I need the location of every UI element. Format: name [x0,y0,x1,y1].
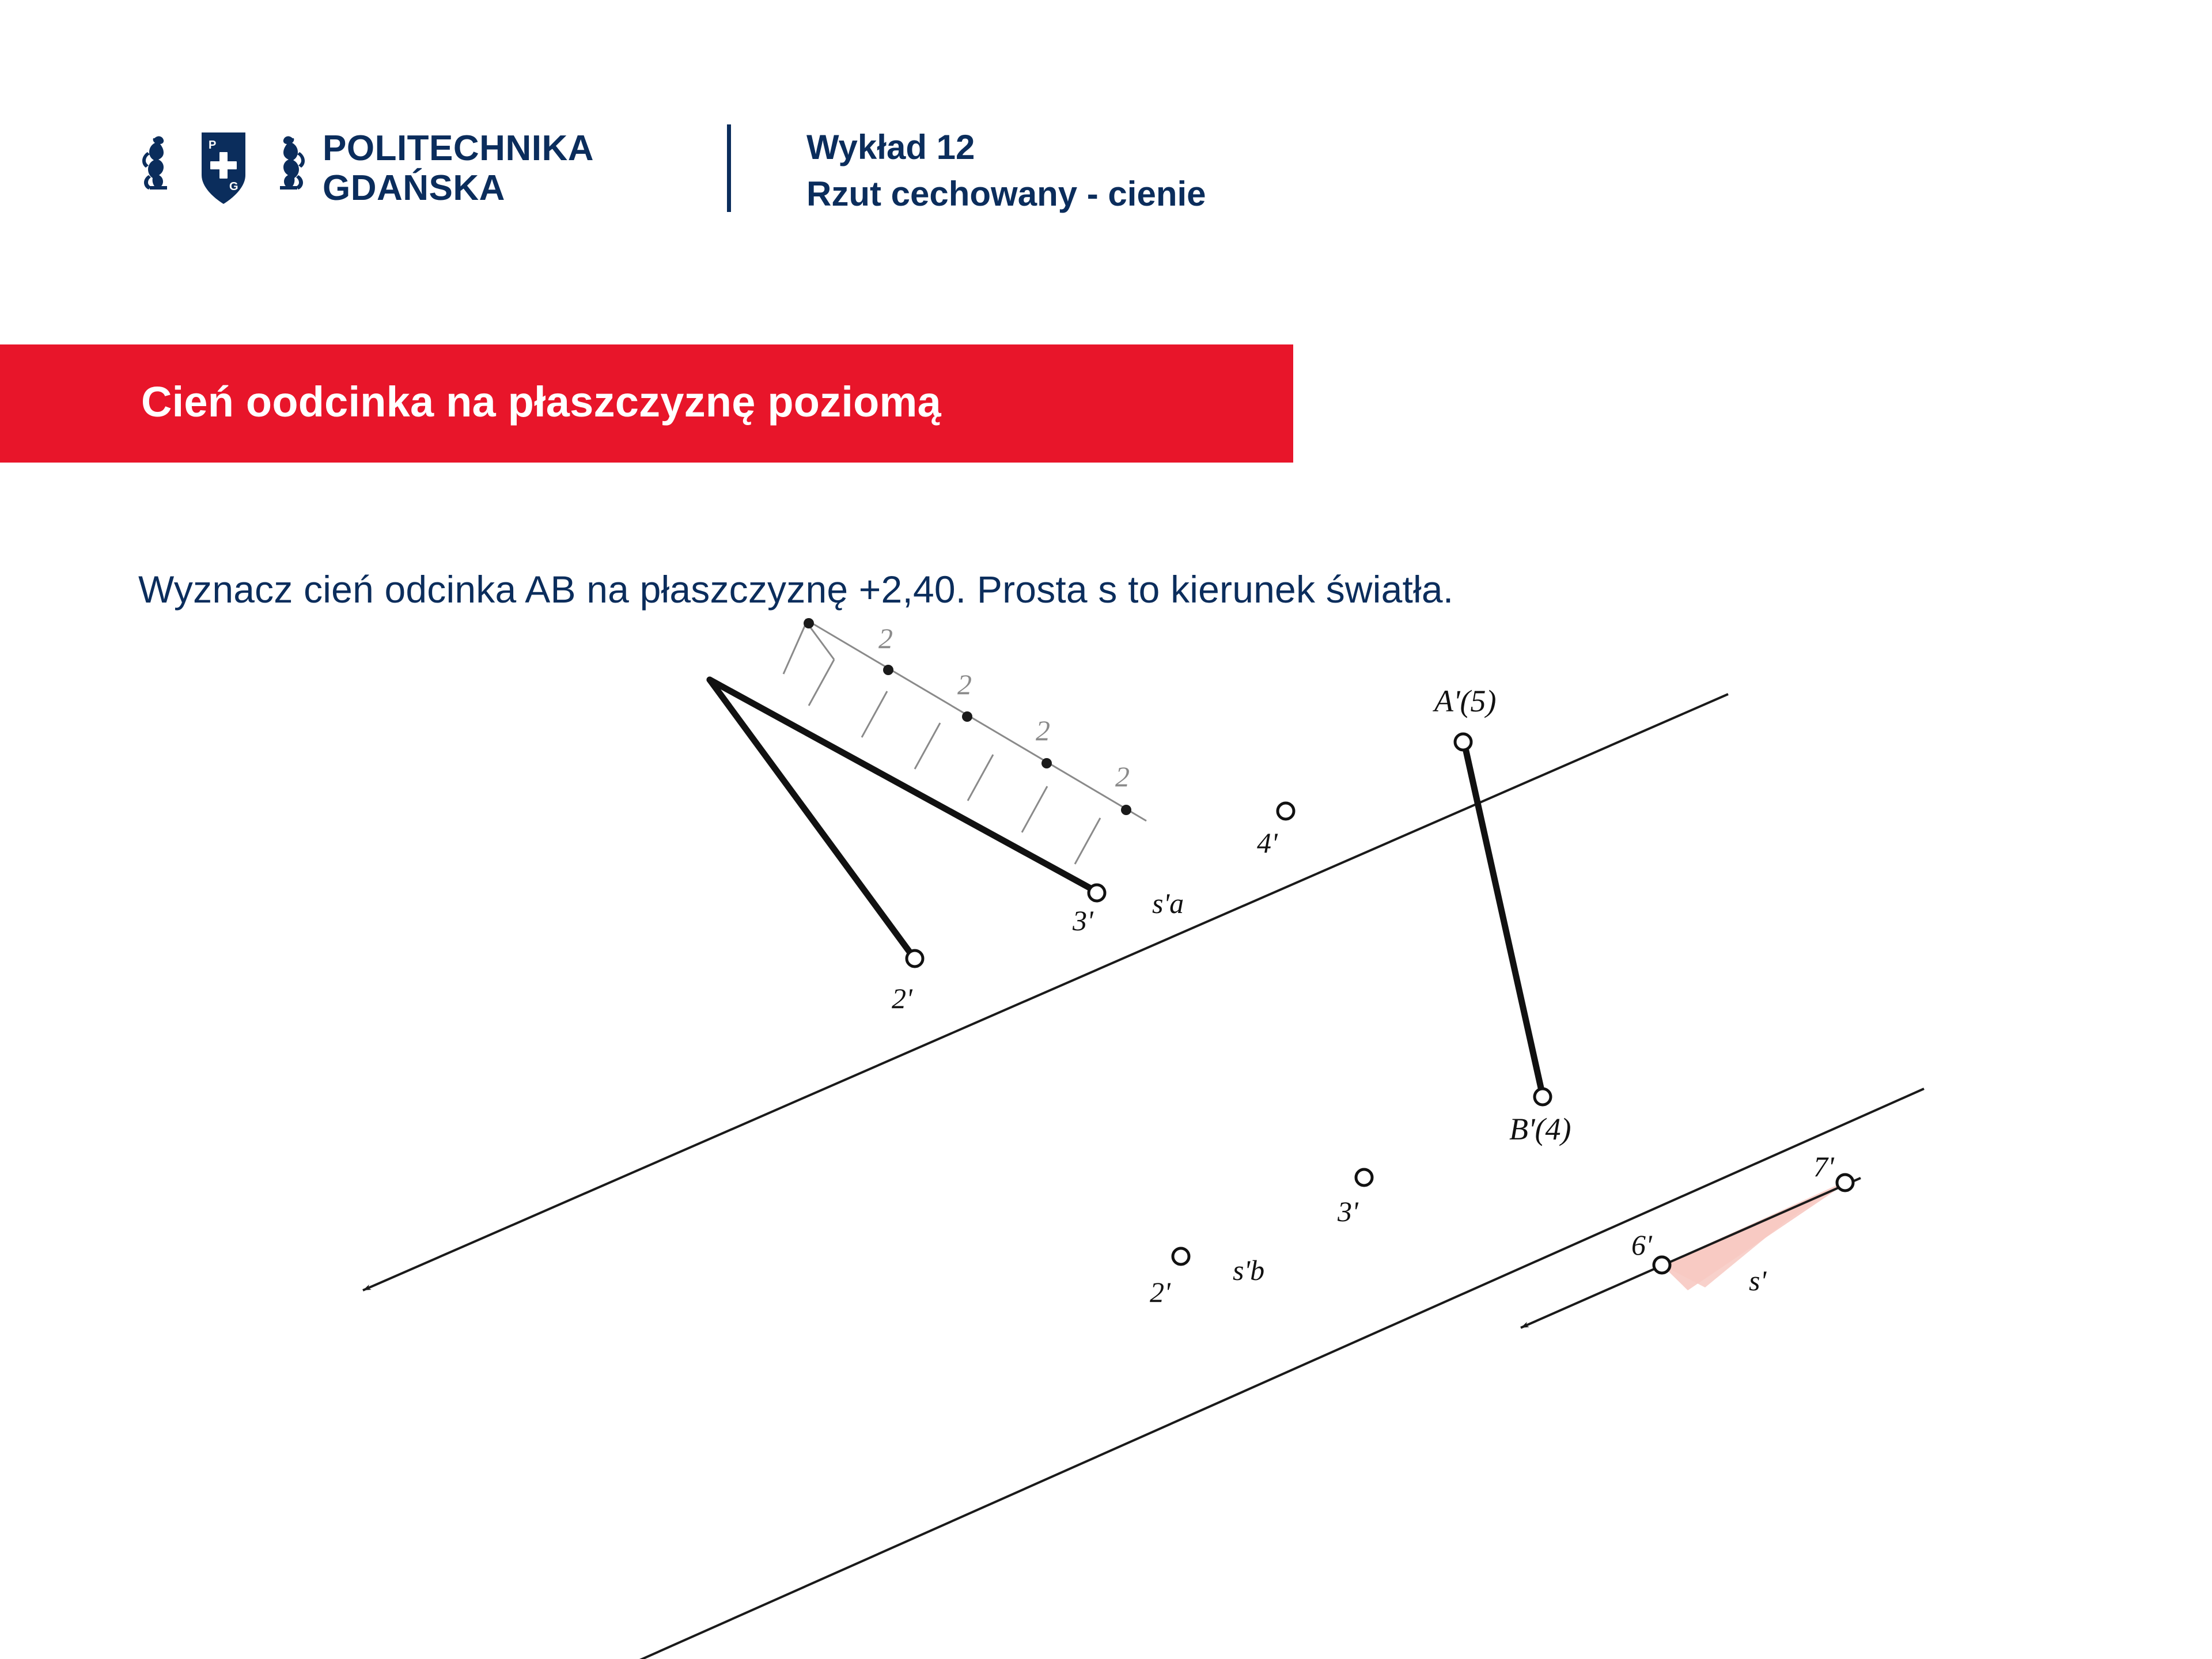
section-banner-title: Cień oodcinka na płaszczyznę poziomą [141,378,941,426]
point-3b [1356,1169,1372,1185]
university-logo [137,122,594,214]
label-3a: 3' [1073,904,1093,937]
university-name-line2: GDAŃSKA [323,168,505,208]
ray-line-sa [363,694,1728,1290]
point-3a [1089,885,1105,901]
ray-line-sb [565,1089,1924,1659]
label-sa-group [1152,887,1184,919]
lecture-number: Wykład 12 [806,128,975,166]
slide-header [0,0,2212,300]
label-7b: 7' [1813,1150,1834,1183]
label-grad-2-b: 2 [957,668,972,700]
label-sb-group [1233,1254,1264,1286]
point-B4 [1535,1089,1551,1105]
diagram-label-group [878,622,1835,1308]
lecture-title: Rzut cechowany - cienie [806,175,1206,213]
label-6b: 6' [1631,1229,1652,1261]
university-name [323,128,594,209]
label-s: s' [1749,1264,1767,1297]
label-4a: 4' [1257,827,1278,859]
graduation-scale [783,619,1146,864]
label-sb: s'b [1233,1254,1265,1286]
label-B4: B'(4) [1509,1112,1571,1146]
point-6b [1654,1257,1670,1273]
ray-line-s [1521,1178,1861,1328]
construction-points [907,734,1853,1273]
label-grad-2-d: 2 [1115,760,1130,793]
label-sa: s'a [1152,887,1184,919]
point-2b [1173,1248,1189,1264]
university-name-line1: POLITECHNIKA [323,128,594,168]
label-grad-2-c: 2 [1036,714,1050,747]
label-2a: 2' [892,982,912,1014]
segment-construction [710,680,1543,1096]
point-A5 [1455,734,1471,750]
construction-svg [0,605,2212,1659]
point-4a [1278,803,1294,819]
geometry-drawing [0,605,2212,1659]
label-A5: A'(5) [1434,684,1497,718]
point-7b [1837,1175,1853,1191]
pg-crest-icon [137,122,310,214]
label-grad-2-a: 2 [878,622,893,654]
label-2b: 2' [1150,1276,1171,1308]
crest-letter-g: G [229,180,238,193]
point-2a [907,950,923,967]
crest-letter-p: P [209,139,217,151]
header-divider [727,124,731,212]
lecture-info [806,124,1206,217]
task-statement: Wyznacz cień odcinka AB na płaszczyznę +2,40. Prosta s to kierunek światła. [138,568,1454,611]
label-3b: 3' [1338,1195,1358,1228]
